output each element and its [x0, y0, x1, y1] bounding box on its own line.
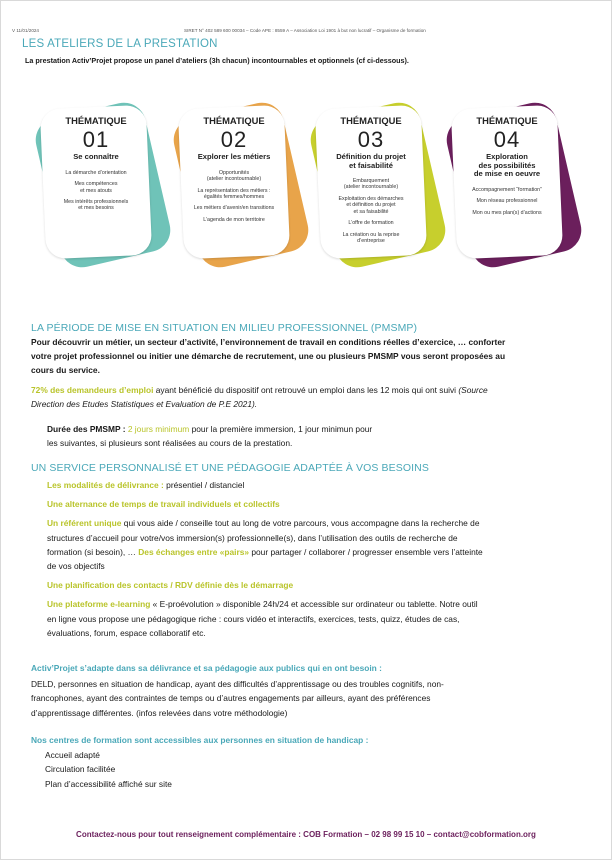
card-items [184, 170, 284, 224]
modalites-value: présentiel / distanciel [163, 480, 245, 490]
pmsmp-intro [31, 335, 591, 378]
plateforme-label: Une plateforme e-learning [47, 599, 151, 610]
card-content [457, 115, 557, 222]
plateforme-line: évaluations, forum, espace collaboratif etc. [47, 627, 206, 638]
card-item-line: L’offre de formation [348, 220, 394, 227]
stat-source: (Source [458, 385, 488, 395]
card-subtitle-line: de mise en oeuvre [473, 169, 541, 179]
card-item-line: et mes besoins [78, 205, 114, 212]
card-item-line: égalités femmes/hommes [203, 193, 265, 200]
card-item-line: La démarche d’orientation [65, 169, 127, 176]
handicap-item: Accueil adapté [45, 750, 100, 761]
adapt-section [31, 661, 591, 720]
card-item [46, 170, 146, 176]
siret-label: SIRET N° 402 589 600 00034 – Code APE : 8559 A – Association Loi 1901 à but non lucratif – Organisme de formation [184, 28, 426, 33]
card-subtitle-line: Se connaître [73, 152, 119, 161]
card-item-line: d’entreprise [357, 238, 385, 245]
card-item [46, 199, 146, 211]
card-item-line: et mes atouts [80, 187, 112, 194]
pmsmp-intro-line: cours du service. [31, 365, 100, 376]
card-item [457, 210, 557, 216]
card-item-line: La représentation des métiers : [197, 187, 271, 194]
echanges-label: Des échanges entre «pairs» [138, 546, 250, 557]
card-item [184, 217, 284, 223]
card-item-line: Embarquement [352, 178, 390, 185]
card-item-line: Opportunités [218, 169, 250, 176]
card-label: THÉMATIQUE [340, 115, 402, 126]
objectifs-line: de vos objectifs [47, 561, 105, 572]
stat-text: ayant bénéficié du dispositif ont retrouvé un emploi dans les 12 mois qui ont suivi [153, 385, 459, 395]
card-label: THÉMATIQUE [65, 115, 127, 126]
card-subtitle [457, 153, 557, 179]
card-label: THÉMATIQUE [203, 115, 265, 126]
card-subtitle-line: et faisabilité [349, 160, 393, 170]
card-item [457, 187, 557, 193]
pmsmp-stat [31, 383, 591, 411]
card-content [321, 115, 421, 250]
pmsmp-duree [47, 422, 587, 450]
card-content [184, 115, 284, 229]
card-item-line: La création ou la reprise [342, 231, 400, 238]
card-item-line: Mon réseau professionnel [476, 198, 538, 205]
handicap-section [31, 733, 591, 791]
duree-label: Durée des PMSMP : [47, 424, 126, 434]
stat-highlight: 72% des demandeurs d’emploi [31, 385, 154, 395]
echanges-text: pour partager / collaborer / progresser ensemble vers l’atteinte [249, 546, 483, 557]
card-subtitle-line: Exploration [486, 152, 528, 161]
service-title: UN SERVICE PERSONNALISÉ ET UNE PÉDAGOGIE ADAPTÉE À VOS BESOINS [31, 462, 429, 474]
pmsmp-intro-line: Pour découvrir un métier, un secteur d’activité, l’environnement de travail en conditions réelles d’exercice, … conforter [31, 337, 506, 347]
card-number: 04 [493, 127, 521, 152]
card-subtitle [46, 153, 146, 162]
card-item-line: Les métiers d’avenir/en transitions [193, 205, 275, 212]
handicap-title: Nos centres de formation sont accessibles aux personnes en situation de handicap : [31, 735, 369, 745]
card-subtitle [321, 153, 421, 170]
card-item-line: Mon ou mes plan(s) d’actions [472, 210, 542, 217]
card-subtitle-line: Définition du projet [336, 152, 406, 161]
duree-text: pour la première immersion, 1 jour minimun pour [189, 424, 373, 434]
card-item-line: Accompagnement “formation” [472, 186, 542, 193]
card-item [184, 205, 284, 211]
card-item-line: (atelier incontournable) [343, 184, 399, 191]
card-item [184, 188, 284, 200]
pmsmp-title: LA PÉRIODE DE MISE EN SITUATION EN MILIEU PROFESSIONNEL (PMSMP) [31, 322, 418, 334]
referent-label: Un référent unique [47, 518, 122, 529]
card-item [321, 232, 421, 244]
handicap-item: Circulation facilitée [45, 764, 116, 775]
card-item [457, 198, 557, 204]
alternance-text: Une alternance de temps de travail individuels et collectifs [47, 499, 280, 510]
card-subtitle [184, 153, 284, 162]
card-item [321, 196, 421, 215]
adapt-line: d’apprentissage différentes. (infos relevées dans votre méthodologie) [31, 707, 288, 718]
stat-source-line2: Direction des Etudes Statistiques et Evaluation de P.E 2021). [31, 399, 258, 410]
handicap-item: Plan d’accessibilité affiché sur site [45, 778, 172, 789]
card-item-line: et sa faisabilité [353, 208, 389, 215]
card-items [457, 187, 557, 217]
card-label: THÉMATIQUE [476, 115, 538, 126]
card-item [321, 220, 421, 226]
card-item-line: et définition du projet [346, 202, 396, 209]
referent-line: formation (si besoin), … [47, 546, 139, 557]
version-label: V 11/01/2024 [12, 28, 39, 33]
card-item [184, 170, 284, 182]
ateliers-title: LES ATELIERS DE LA PRESTATION [22, 38, 218, 50]
card-number: 01 [82, 127, 110, 152]
card-item-line: (atelier incontournable) [206, 175, 262, 182]
ateliers-intro: La prestation Activ’Projet propose un panel d’ateliers (3h chacun) incontournables et optionnels (cf ci-dessous). [25, 56, 409, 65]
duree-line2: les suivantes, si plusieurs sont réalisées au cours de la prestation. [47, 438, 293, 449]
card-items [46, 170, 146, 212]
card-number: 02 [220, 127, 248, 152]
planification-text: Une planification des contacts / RDV définie dès le démarrage [47, 580, 294, 591]
card-content [46, 115, 146, 217]
referent-text: qui vous aide / conseille tout au long de votre parcours, vous accompagne dans la recherche de [121, 518, 480, 529]
adapt-line: francophones, ayant des contraintes de temps ou d’autres engagements par ailleurs, ayant des préférences [31, 693, 431, 704]
referent-line: structures d’accueil pour votre/vos immersion(s) professionnelle(s), dans l’utilisation des outils de recherche de [47, 532, 458, 543]
card-item [46, 181, 146, 193]
card-item-line: Mes compétences [74, 181, 118, 188]
pmsmp-intro-line: votre projet professionnel ou initier une démarche de recrutement, une ou plusieurs PMSMP vous seront proposées au [31, 351, 506, 362]
card-item-line: L’agenda de mon territoire [203, 217, 265, 224]
footer-contact: Contactez-nous pour tout renseignement complémentaire : COB Formation – 02 98 99 15 10 – contact@cobformation.org [76, 830, 536, 839]
plateforme-line: en ligne vous propose une pédagogique riche : cours vidéo et interactifs, exercices, tests, quizz, études de cas, [47, 613, 460, 624]
card-items [321, 178, 421, 244]
adapt-title: Activ’Projet s’adapte dans sa délivrance et sa pédagogie aux publics qui en ont besoin : [31, 663, 382, 673]
card-subtitle-line: des possibilités [478, 160, 536, 170]
card-item-line: Exploitation des démarches [338, 196, 404, 203]
duree-value: 2 jours minimum [125, 424, 190, 434]
card-item [321, 178, 421, 190]
modalites-label: Les modalités de délivrance : [47, 480, 164, 490]
service-body [47, 478, 592, 640]
card-number: 03 [357, 127, 385, 152]
adapt-line: DELD, personnes en situation de handicap, ayant des difficultés d’apprentissage ou des troubles cognitifs, non- [31, 679, 444, 690]
card-item-line: Mes intérêts professionnels [63, 199, 129, 206]
card-subtitle-line: Explorer les métiers [197, 152, 271, 161]
plateforme-text: « E-proévolution » disponible 24h/24 et accessible sur ordinateur ou tablette. Notre outil [150, 599, 478, 610]
